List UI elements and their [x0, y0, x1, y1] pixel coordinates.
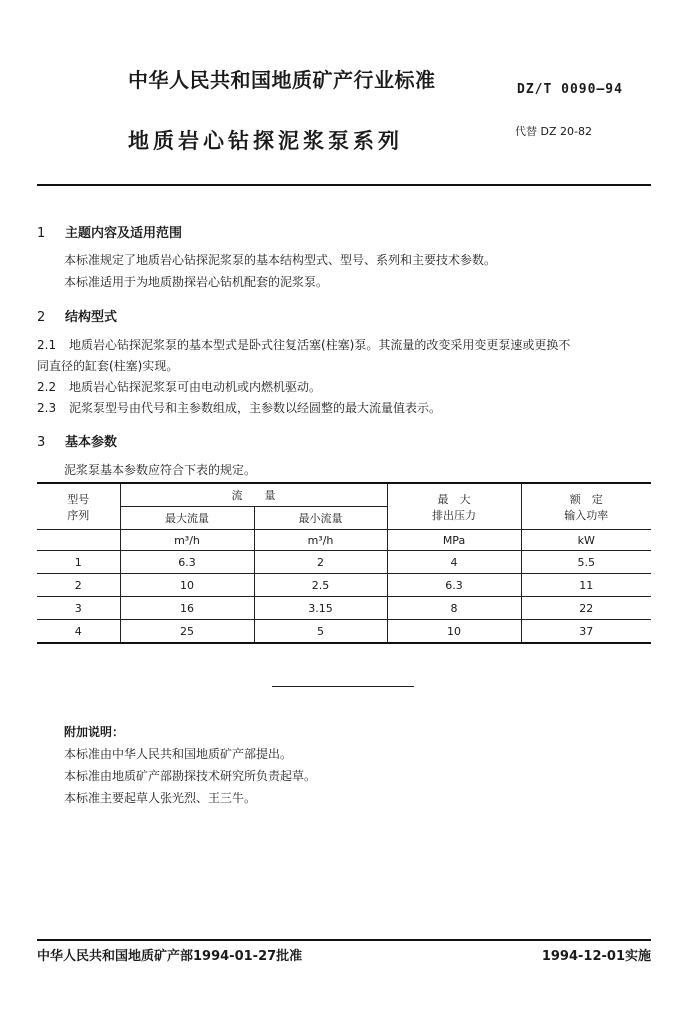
section-number: 1: [37, 226, 46, 241]
model-header: [37, 483, 120, 530]
section-3-heading: [37, 431, 117, 450]
table-cell: 4: [37, 620, 120, 644]
clause-2-2: [37, 378, 321, 395]
paragraph: 本标准适用于为地质勘探岩心钻机配套的泥浆泵。: [64, 275, 329, 289]
unit-cell: m³/h: [254, 530, 387, 551]
header-rule: [37, 184, 651, 186]
section-1-heading: [37, 222, 182, 241]
standard-code: DZ/T 0090—94: [517, 82, 623, 97]
header-line: 排出压力: [432, 508, 476, 522]
min-flow-header: 最小流量: [254, 507, 387, 530]
clause-text: 地质岩心钻探泥浆泵可由电动机或内燃机驱动。: [69, 380, 322, 394]
unit-cell: MPa: [387, 530, 521, 551]
table-cell: 16: [120, 597, 254, 620]
approval-line: 中华人民共和国地质矿产部1994-01-27批准: [37, 949, 303, 964]
standard-title: 地质岩心钻探泥浆泵系列: [128, 129, 403, 153]
issuing-organization: 中华人民共和国地质矿产行业标准: [128, 68, 436, 92]
clause-2-1-continued: 同直径的缸套(柱塞)实现。: [37, 359, 179, 373]
table-row: [37, 551, 651, 574]
end-of-text-rule: [272, 686, 414, 687]
implementation-date: 1994-12-01实施: [541, 949, 651, 964]
table-row: [37, 574, 651, 597]
clause-2-3: [37, 399, 441, 416]
table-cell: 5: [254, 620, 387, 644]
footer-rule: [37, 939, 651, 941]
units-blank: [37, 530, 120, 551]
table-cell: 6.3: [387, 574, 521, 597]
table-cell: 22: [521, 597, 651, 620]
header-line: 额 定: [569, 492, 603, 506]
header-line: 输入功率: [564, 508, 609, 522]
note-line: 本标准由中华人民共和国地质矿产部提出。: [64, 747, 293, 761]
clause-text: 地质岩心钻探泥浆泵的基本型式是卧式往复活塞(柱塞)泵。其流量的改变采用变更泵速或更换不: [69, 338, 571, 352]
section-2-heading: [37, 306, 117, 325]
clause-2-1: [37, 336, 570, 353]
table-cell: 37: [521, 620, 651, 644]
series-label: 序列: [67, 508, 90, 522]
section-title: 结构型式: [65, 310, 118, 325]
table-cell: 3: [37, 597, 120, 620]
header-line: 最 大: [437, 492, 471, 506]
notes-title: 附加说明：: [64, 725, 125, 739]
clause-number: 2.2: [37, 380, 57, 394]
max-pressure-header: [387, 483, 521, 530]
note-line: 本标准主要起草人张光烈、王三牛。: [64, 791, 257, 805]
table-row: [37, 620, 651, 644]
replaces-standard: 代替 DZ 20-82: [515, 125, 592, 138]
unit-cell: kW: [521, 530, 651, 551]
table-cell: 2: [254, 551, 387, 574]
unit-cell: m³/h: [120, 530, 254, 551]
table-cell: 10: [387, 620, 521, 644]
table-cell: 3.15: [254, 597, 387, 620]
paragraph: 本标准规定了地质岩心钻探泥浆泵的基本结构型式、型号、系列和主要技术参数。: [64, 253, 497, 267]
table-cell: 10: [120, 574, 254, 597]
clause-text: 泥浆泵型号由代号和主参数组成，主参数以经圆整的最大流量值表示。: [69, 401, 442, 415]
section-title: 主题内容及适用范围: [65, 226, 183, 241]
table-cell: 2: [37, 574, 120, 597]
table-cell: 5.5: [521, 551, 651, 574]
table-cell: 6.3: [120, 551, 254, 574]
table-cell: 1: [37, 551, 120, 574]
note-line: 本标准由地质矿产部勘探技术研究所负责起草。: [64, 769, 317, 783]
clause-number: 2.3: [37, 401, 57, 415]
max-flow-header: 最大流量: [120, 507, 254, 530]
table-intro: 泥浆泵基本参数应符合下表的规定。: [64, 463, 257, 477]
model-label: 型号: [67, 492, 90, 506]
table-row: [37, 597, 651, 620]
table-cell: 8: [387, 597, 521, 620]
flow-header: 流 量: [120, 483, 387, 507]
table-cell: 25: [120, 620, 254, 644]
rated-power-header: [521, 483, 651, 530]
basic-parameters-table: [37, 482, 651, 644]
table-cell: 11: [521, 574, 651, 597]
section-number: 3: [37, 435, 46, 450]
clause-number: 2.1: [37, 338, 57, 352]
table-cell: 2.5: [254, 574, 387, 597]
section-number: 2: [37, 310, 46, 325]
table-cell: 4: [387, 551, 521, 574]
section-title: 基本参数: [65, 435, 118, 450]
